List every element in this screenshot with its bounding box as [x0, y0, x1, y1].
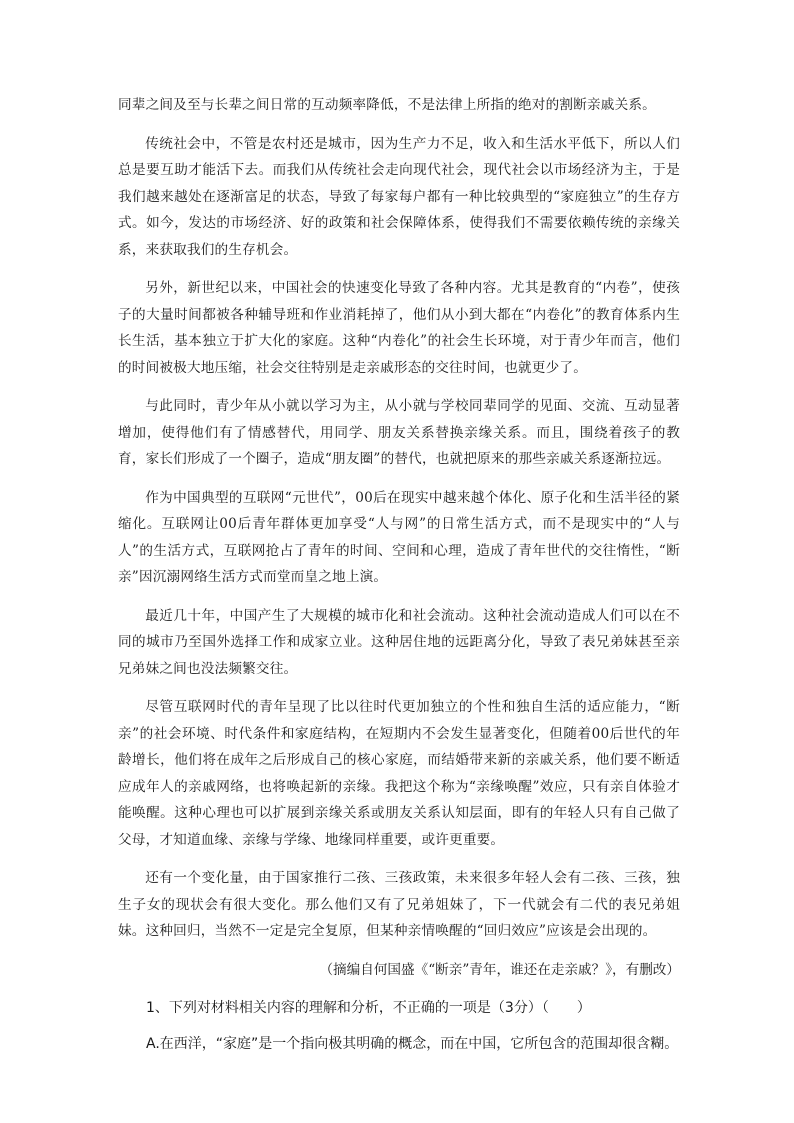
document-page [118, 92, 680, 1057]
paragraph-6: 最近几十年，中国产生了大规模的城市化和社会流动。这种社会流动造成人们可以在不同的城市乃至国外选择工作和成家立业。这种居住地的远距离分化，导致了表兄弟妹甚至亲兄弟妹之间也没法频繁交往。 [118, 607, 680, 677]
question-1: 1、下列对材料相关内容的理解和分析，不正确的一项是（3分）（ ） [146, 1000, 591, 1016]
source-citation: （摘编自何国盛《“断亲”青年，谁还在走亲戚？》，有删改） [319, 961, 680, 978]
paragraph-4: 与此同时，青少年从小就以学习为主，从小就与学校同辈同学的见面、交流、互动显著增加，使得他们有了情感替代，用同学、朋友关系替换亲缘关系。而且，围绕着孩子的教育，家长们形成了一个圈子，造成“朋友圈”的替代，也就把原来的那些亲戚关系逐渐拉远。 [118, 398, 680, 467]
paragraph-2: 传统社会中，不管是农村还是城市，因为生产力不足，收入和生活水平低下，所以人们总是要互助才能活下去。而我们从传统社会走向现代社会，现代社会以市场经济为主，于是我们越来越处在逐渐富足的状态，导致了每家每户都有一种比较典型的“家庭独立”的生存方式。如今，发达的市场经济、好的政策和社会保障体系，使得我们不需要依赖传统的亲缘关系，来获取我们的生存机会。 [118, 135, 680, 258]
option-a: A.在西洋，“家庭”是一个指向极其明确的概念，而在中国，它所包含的范围却很含糊。 [146, 1036, 679, 1052]
paragraph-7: 尽管互联网时代的青年呈现了比以往时代更加独立的个性和独自生活的适应能力，“断亲”的社会环境、时代条件和家庭结构，在短期内不会发生显著变化，但随着00后世代的年龄增长，他们将在成年之后形成自己的核心家庭，而结婚带来新的亲戚关系，他们要不断适应成年人的亲戚网络，也将唤起新的亲缘。我把这个称为“亲缘唤醒”效应，只有亲自体验才能唤醒。这种心理也可以扩展到亲缘关系或朋友关系认知层面，即有的年轻人只有自己做了父母，才知道血缘、亲缘与学缘、地缘同样重要，或许更重要。 [118, 699, 680, 848]
paragraph-5: 作为中国典型的互联网“元世代”，00后在现实中越来越个体化、原子化和生活半径的紧缩化。互联网让00后青年群体更加享受“人与网”的日常生活方式，而不是现实中的“人与人”的生活方式，互联网抢占了青年的时间、空间和心理，造成了青年世代的交往惰性，“断亲”因沉溺网络生活方式而堂而皇之地上演。 [118, 489, 680, 585]
paragraph-8: 还有一个变化量，由于国家推行二孩、三孩政策，未来很多年轻人会有二孩、三孩，独生子女的现状会有很大变化。那么他们又有了兄弟姐妹了，下一代就会有二代的表兄弟姐妹。这种回归，当然不一定是完全复原，但某种亲情唤醒的“回归效应”应该是会出现的。 [118, 870, 680, 939]
paragraph-3: 另外，新世纪以来，中国社会的快速变化导致了各种内容。尤其是教育的“内卷”，使孩子的大量时间都被各种辅导班和作业消耗掉了，他们从小到大都在“内卷化”的教育体系内生长生活，基本独立于扩大化的家庭。这种“内卷化”的社会生长环境，对于青少年而言，他们的时间被极大地压缩，社会交往特别是走亲戚形态的交往时间，也就更少了。 [118, 280, 680, 376]
paragraph-1: 同辈之间及至与长辈之间日常的互动频率降低，不是法律上所指的绝对的割断亲戚关系。 [118, 97, 656, 113]
